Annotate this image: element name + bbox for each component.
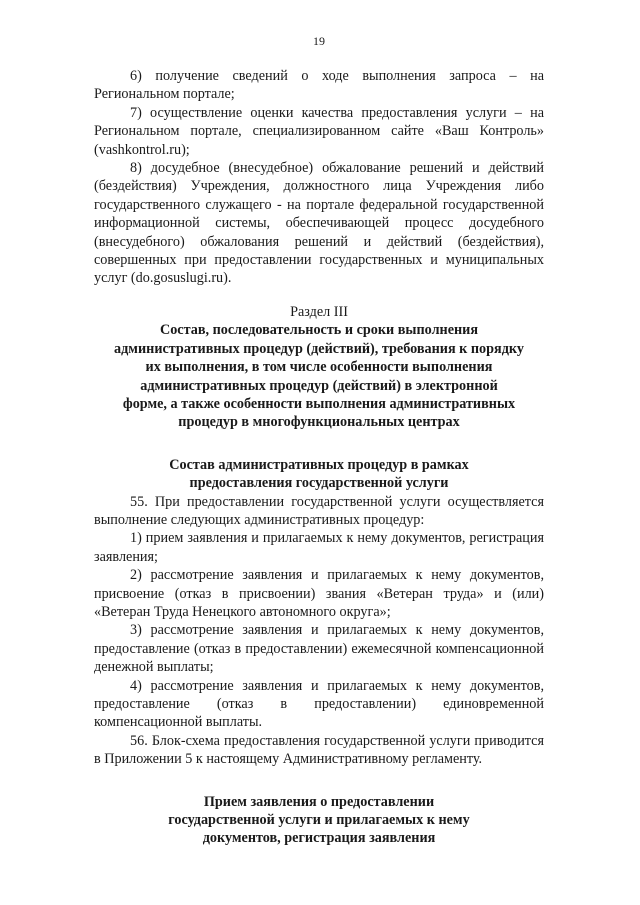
subsection-body-composition — [94, 493, 544, 769]
page-number: 19 — [313, 34, 325, 48]
subsection-title-line: предоставления государственной услуги — [189, 475, 449, 492]
section-label: Раздел III — [290, 303, 348, 320]
document-page — [94, 34, 544, 864]
subsection-title-line: Прием заявления о предоставлении — [203, 793, 435, 810]
paragraph-56: 56. Блок-схема предоставления государственной услуги приводится в Приложении 5 к настоящему Административному регламенту. — [94, 732, 544, 768]
section-title-line: административных процедур (действий), требования к порядку — [114, 340, 524, 357]
list-item-6: 6) получение сведений о ходе выполнения запроса – на Региональном портале; — [94, 68, 544, 103]
paragraph-55: 55. При предоставлении государственной услуги осуществляется выполнение следующих административных процедур: — [94, 493, 544, 528]
procedure-item-1: 1) прием заявления и прилагаемых к нему документов, регистрация заявления; — [94, 530, 544, 565]
section-title-line: форме, а также особенности выполнения административных — [122, 395, 516, 412]
procedure-item-4: 4) рассмотрение заявления и прилагаемых к нему документов, предоставление (отказ в предоставлении) единовременной компенсационной выплаты. — [94, 677, 544, 731]
section-title-line: процедур в многофункциональных центрах — [178, 414, 460, 431]
section-title-line: административных процедур (действий) в электронной — [140, 377, 498, 394]
procedure-item-3: 3) рассмотрение заявления и прилагаемых к нему документов, предоставление (отказ в предоставлении) ежемесячной компенсационной денежной выплаты; — [94, 622, 544, 676]
subsection-title-line: Состав административных процедур в рамках — [169, 456, 469, 473]
subsection-title-composition — [94, 456, 544, 493]
section-title-line: Состав, последовательность и сроки выполнения — [159, 322, 479, 339]
subsection-title-line: государственной услуги и прилагаемых к нему — [168, 812, 470, 829]
subsection-title-reception — [94, 793, 544, 848]
procedure-item-2: 2) рассмотрение заявления и прилагаемых к нему документов, присвоение (отказ в присвоении) звания «Ветеран труда» и (или) «Ветеран Труда Ненецкого автономного округа»; — [94, 567, 544, 620]
list-continued — [94, 67, 544, 288]
section-title-line: их выполнения, в том числе особенности выполнения — [145, 359, 493, 376]
list-item-7: 7) осуществление оценки качества предоставления услуги – на Региональном портале, специализированном сайте «Ваш Контроль» (vashkontrol.ru); — [94, 104, 544, 158]
section-title — [94, 321, 544, 431]
subsection-title-line: документов, регистрация заявления — [202, 830, 436, 847]
list-item-8: 8) досудебное (внесудебное) обжалование решений и действий (бездействия) Учреждения, должностного лица Учреждения либо государственного служащего - на портале федеральной государственной информационной системы, обеспечивающей процесс досудебного (внесудебного) обжалования решений и действий (бездействия), совершенных при предоставлении государственных и муниципальных услуг (do.gosuslugi.ru). — [94, 160, 544, 287]
